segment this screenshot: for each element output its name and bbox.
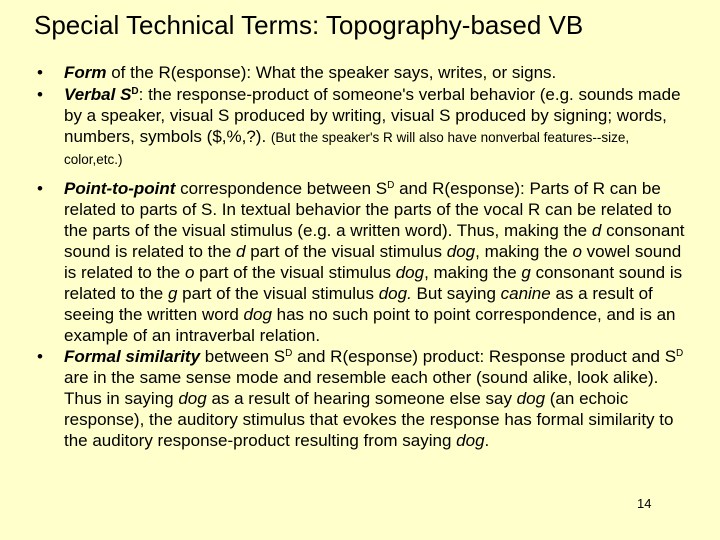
bullet-marker: • — [37, 85, 43, 104]
bullet-list — [30, 62, 690, 451]
term-point-to-point: Point-to-point — [64, 179, 176, 198]
term-form: Form — [64, 63, 107, 82]
bullet-point-to-point: • Point-to-point correspondence between $S^D$ and R(esponse): Parts of R can be related to parts of S. In textual behavior the parts of the vocal R can be related to the parts of the visual stimulus (e.g. a written word). Thus, making the d consonant sound is related to the d part of the visual stimulus dog, making the o vowel sound is related to the o part of the visual stimulus dog, making the g consonant sound is related to the g part of the visual stimulus dog. But saying canine as a result of seeing the written word dog has no such point to point correspondence, and is an example of an intraverbal relation. — [30, 178, 690, 346]
bullet-marker: • — [37, 179, 43, 198]
bullet-formal-similarity: • Formal similarity between $S^D$ and R(esponse) product: Response product and $S^D$ are in the same sense mode and resemble each other (sound alike, look alike). Thus in saying dog as a result of hearing someone else say dog (an echoic response), the auditory stimulus that evokes the response has formal similarity to the auditory response-product resulting from saying dog. — [30, 346, 690, 451]
slide-title: Special Technical Terms: Topography-based VB — [34, 10, 584, 40]
bullet-form: • Form of the R(esponse): What the speaker says, writes, or signs. — [30, 62, 690, 83]
bullet-verbal-sd: • Verbal $S^D$: the response-product of someone's verbal behavior (e.g. sounds made by a speaker, visual S produced by writing, visual S produced by signing; words, numbers, symbols ($,%,?). (But the speaker's R will also have nonverbal features--size, color,etc.) — [30, 84, 690, 170]
term-verbal-sd: Verbal S — [64, 85, 132, 104]
bullet-marker: • — [37, 63, 43, 82]
note-nonverbal: (But the speaker's R will also have nonverbal features--size, color,etc.) — [64, 130, 630, 167]
bullet-marker: • — [37, 347, 43, 366]
term-formal-similarity: Formal similarity — [64, 347, 201, 366]
page-number: 14 — [637, 496, 652, 511]
